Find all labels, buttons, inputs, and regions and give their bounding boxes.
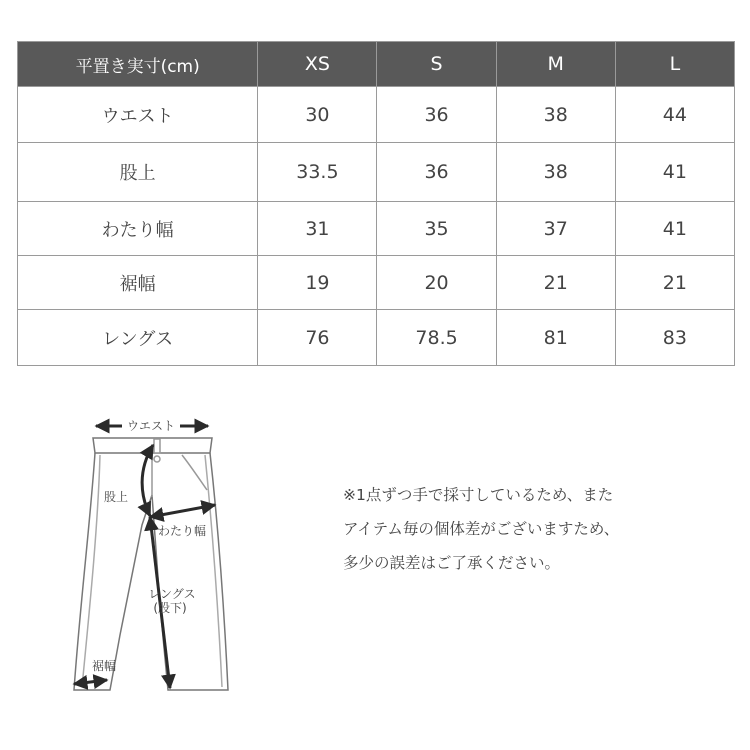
header-size-l: L — [615, 42, 734, 87]
note-line: ※1点ずつ手で採寸しているため、また — [343, 486, 614, 504]
table-cell: 21 — [496, 256, 615, 310]
pants-outline — [74, 438, 228, 690]
table-cell: 78.5 — [377, 310, 496, 366]
table-cell: 38 — [496, 143, 615, 202]
table-cell: 41 — [615, 202, 734, 256]
table-row — [18, 143, 735, 202]
diagram-label-length-sub: (股下) — [153, 601, 187, 615]
table-cell: 21 — [615, 256, 734, 310]
diagram-label-waist: ウエスト — [126, 419, 176, 433]
table-row — [18, 202, 735, 256]
note-line: アイテム毎の個体差がございますため、 — [343, 520, 620, 538]
table-row — [18, 310, 735, 366]
table-cell: 76 — [258, 310, 377, 366]
table-cell: 33.5 — [258, 143, 377, 202]
table-cell: 44 — [615, 87, 734, 143]
table-cell: 41 — [615, 143, 734, 202]
size-chart-table — [17, 41, 735, 366]
pants-illustration — [60, 405, 260, 705]
header-size-xs: XS — [258, 42, 377, 87]
table-header-row — [18, 42, 735, 87]
diagram-label-rise: 股上 — [104, 490, 129, 504]
diagram-label-length: レングス — [148, 587, 196, 601]
table-cell: 35 — [377, 202, 496, 256]
table-cell: 38 — [496, 87, 615, 143]
pants-measurement-diagram — [60, 405, 260, 705]
table-cell: 37 — [496, 202, 615, 256]
table-row — [18, 256, 735, 310]
row-label: 裾幅 — [18, 256, 258, 310]
table-cell: 81 — [496, 310, 615, 366]
diagram-label-hem: 裾幅 — [92, 659, 117, 673]
header-size-s: S — [377, 42, 496, 87]
row-label: 股上 — [18, 143, 258, 202]
table-cell: 36 — [377, 143, 496, 202]
table-cell: 36 — [377, 87, 496, 143]
row-label: わたり幅 — [18, 202, 258, 256]
table-cell: 20 — [377, 256, 496, 310]
table-cell: 19 — [258, 256, 377, 310]
table-row — [18, 87, 735, 143]
row-label: ウエスト — [18, 87, 258, 143]
measurement-arrows — [74, 426, 215, 688]
table-cell: 30 — [258, 87, 377, 143]
header-size-m: M — [496, 42, 615, 87]
diagram-label-thigh: わたり幅 — [158, 524, 207, 538]
header-measurement: 平置き実寸(cm) — [18, 42, 258, 87]
table-cell: 31 — [258, 202, 377, 256]
measurement-note — [343, 478, 723, 580]
table-cell: 83 — [615, 310, 734, 366]
note-line: 多少の誤差はご了承ください。 — [343, 554, 561, 572]
row-label: レングス — [18, 310, 258, 366]
